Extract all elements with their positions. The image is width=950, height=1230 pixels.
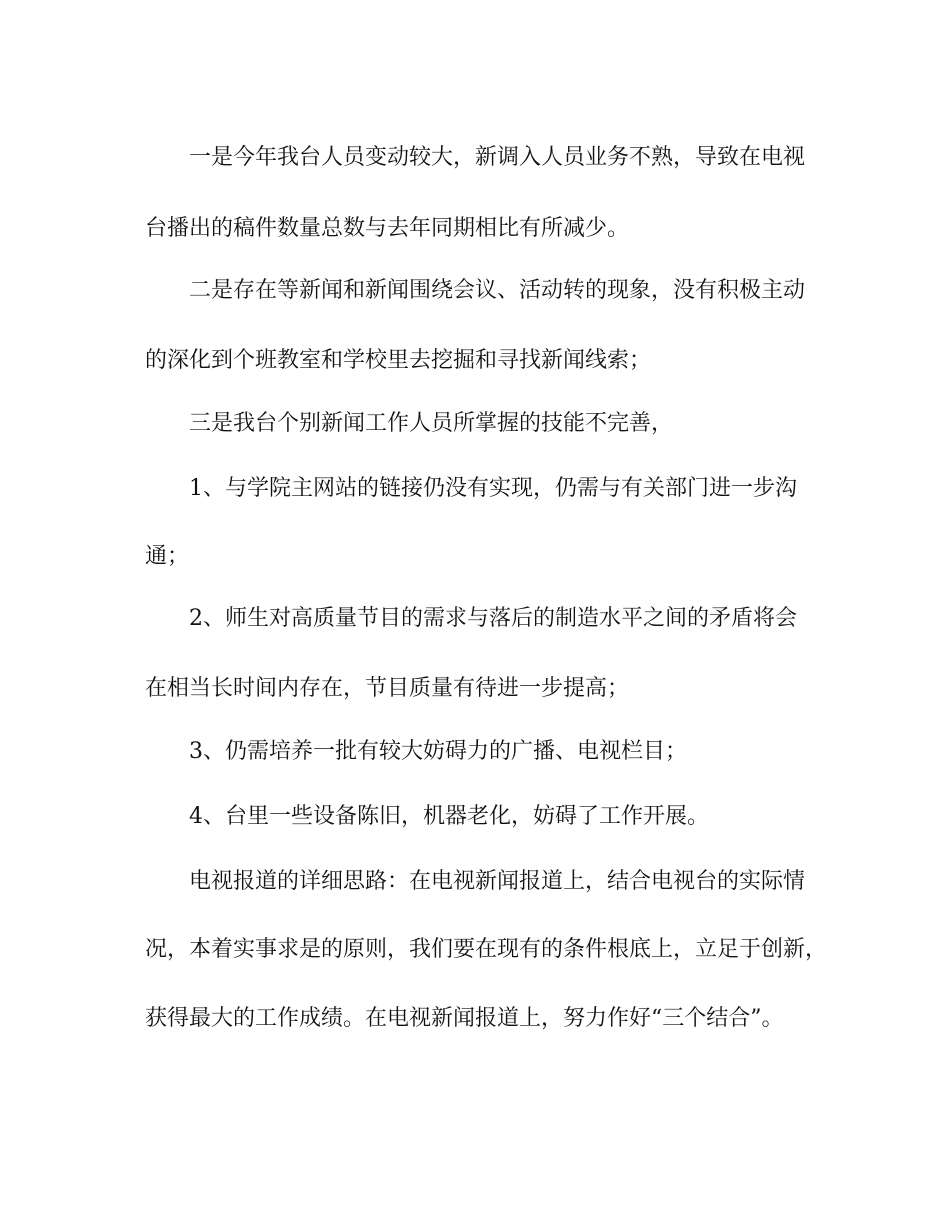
text-line: 在相当长时间内存在，节目质量有待进一步提高；: [145, 676, 630, 701]
text-line: 1、与学院主网站的链接仍没有实现，仍需与有关部门进一步沟: [189, 476, 797, 501]
text-line: 电视报道的详细思路：在电视新闻报道上，结合电视台的实际情: [189, 869, 806, 894]
text-line: 况，本着实事求是的原则，我们要在现有的条件根底上，立足于创新，: [145, 937, 828, 962]
text-line: 4、台里一些设备陈旧，机器老化，妨碍了工作开展。: [189, 804, 709, 829]
text-line: 一是今年我台人员变动较大，新调入人员业务不熟，导致在电视: [189, 145, 806, 170]
text-line: 2、师生对高质量节目的需求与落后的制造水平之间的矛盾将会: [189, 606, 797, 631]
text-line: 通；: [145, 544, 190, 569]
text-line: 三是我台个别新闻工作人员所掌握的技能不完善，: [189, 411, 674, 436]
text-line: 3、仍需培养一批有较大妨碍力的广播、电视栏目；: [189, 739, 687, 764]
text-line: 获得最大的工作成绩。在电视新闻报道上，努力作好“三个结合”。: [145, 1006, 784, 1031]
text-line: 台播出的稿件数量总数与去年同期相比有所减少。: [145, 216, 630, 241]
text-line: 的深化到个班教室和学校里去挖掘和寻找新闻线索；: [145, 348, 652, 373]
text-line: 二是存在等新闻和新闻围绕会议、活动转的现象，没有积极主动: [189, 278, 806, 303]
